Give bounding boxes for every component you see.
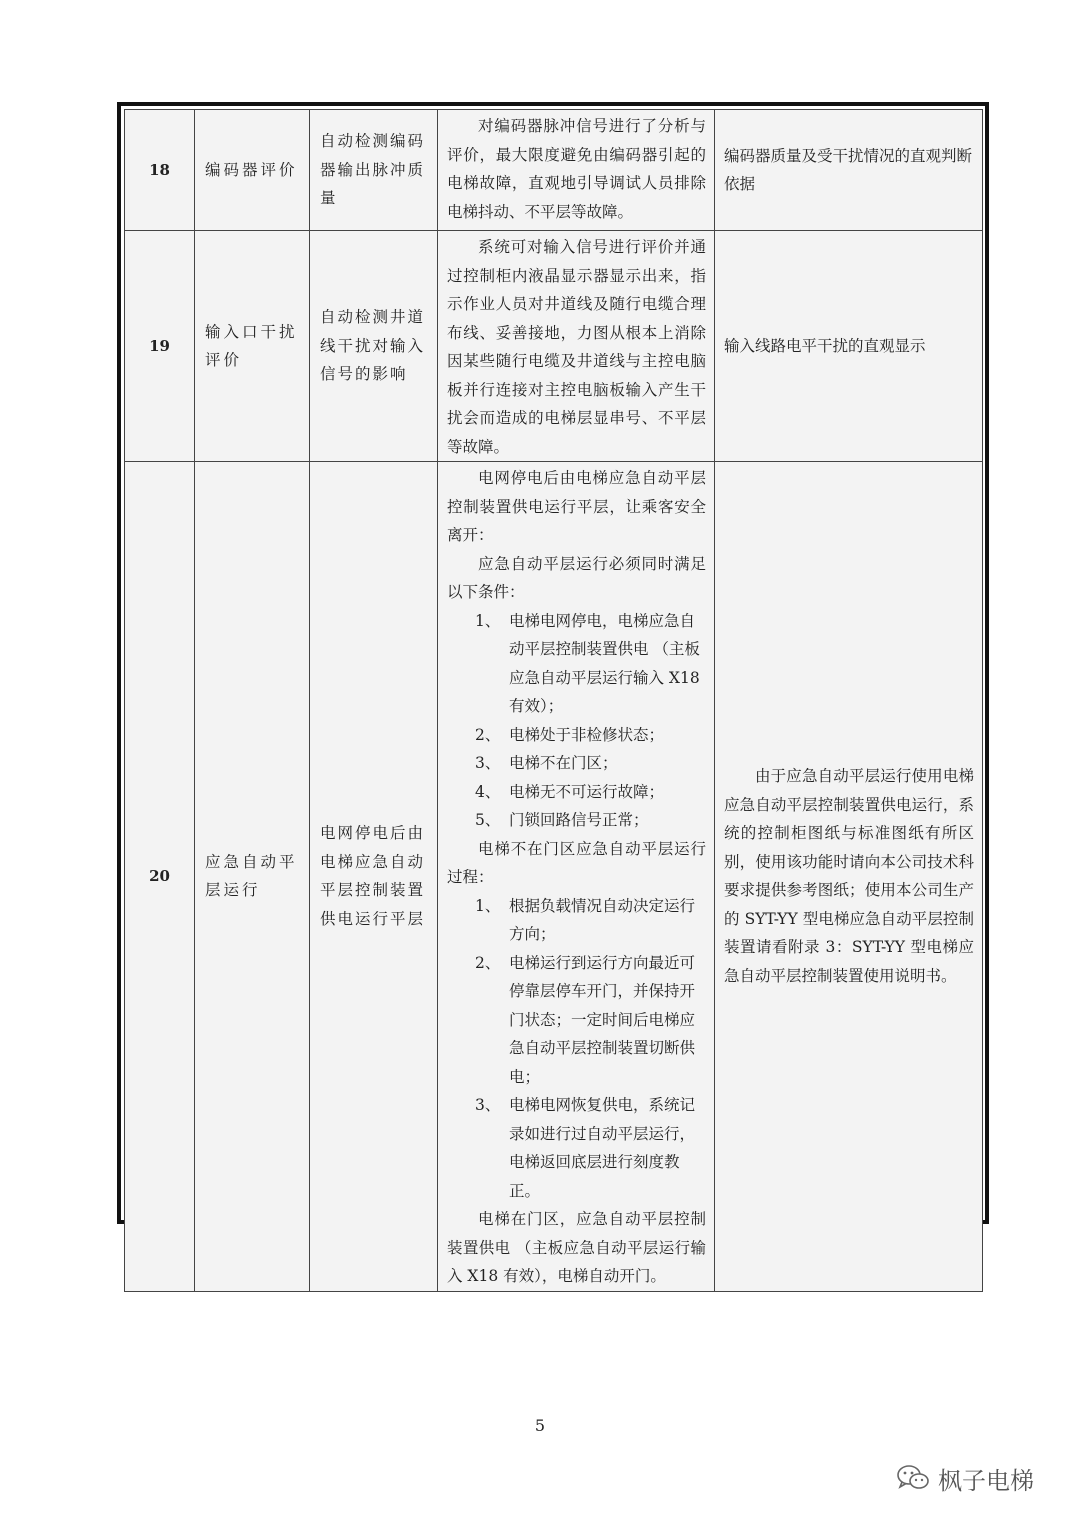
process-item <box>447 949 706 1092</box>
feature-table <box>124 109 983 1292</box>
wechat-icon <box>896 1464 930 1492</box>
item-text: 门锁回路信号正常； <box>509 811 649 829</box>
feature-note: 输入线路电平干扰的直观显示 <box>715 231 983 462</box>
item-marker: 3、 <box>475 754 501 772</box>
description-paragraph: 电梯不在门区应急自动平层运行过程： <box>447 839 706 886</box>
item-marker: 1、 <box>475 611 501 630</box>
row-number: 19 <box>125 231 195 462</box>
description-paragraph: 系统可对输入信号进行评价并通过控制柜内液晶显示器显示出来，指示作业人员对井道线及随行电缆合理布线、妥善接地，力图从根本上消除因某些随行电缆及井道线与主控电脑板并行连接对主控电脑板输入产生干扰会而造成的电梯层显串号、不平层等故障。 <box>447 238 706 456</box>
item-marker: 2、 <box>475 953 501 972</box>
feature-name: 输入口干扰评价 <box>195 231 310 462</box>
note-paragraph: 由于应急自动平层运行使用电梯应急自动平层控制装置供电运行，系统的控制柜图纸与标准图纸有所区别，使用该功能时请向本公司技术科要求提供参考图纸；使用本公司生产的 SYT-YY 型电梯应急自动平层控制装置请看附录 3：SYT-YY 型电梯应急自动平层控制装置使用说明书。 <box>724 767 974 985</box>
table-row <box>125 231 983 462</box>
item-text: 电梯电网恢复供电，系统记录如进行过自动平层运行，电梯返回底层进行刻度教正。 <box>509 1096 696 1200</box>
description-paragraph: 电梯在门区，应急自动平层控制装置供电 （主板应急自动平层运行输入 X18 有效），电梯自动开门。 <box>447 1210 706 1285</box>
row-number: 18 <box>125 110 195 231</box>
item-text: 电梯运行到运行方向最近可停靠层停车开门，并保持开门状态；一定时间后电梯应急自动平层控制装置切断供电； <box>509 953 696 1086</box>
feature-description <box>438 462 715 1292</box>
feature-description <box>438 231 715 462</box>
feature-name: 编码器评价 <box>195 110 310 231</box>
description-paragraph: 对编码器脉冲信号进行了分析与评价，最大限度避免由编码器引起的电梯故障，直观地引导调试人员排除电梯抖动、不平层等故障。 <box>447 117 706 221</box>
feature-function: 自动检测编码器输出脉冲质量 <box>310 110 438 231</box>
condition-item <box>447 749 706 778</box>
table-row <box>125 462 983 1292</box>
watermark-text: 枫子电梯 <box>938 1466 1034 1495</box>
item-text: 电梯处于非检修状态； <box>509 725 665 744</box>
item-text: 电梯电网停电，电梯应急自动平层控制装置供电 （主板应急自动平层运行输入 X18有效）； <box>509 611 700 715</box>
item-text: 电梯无不可运行故障； <box>509 782 665 801</box>
feature-description <box>438 110 715 231</box>
description-paragraph: 应急自动平层运行必须同时满足以下条件： <box>447 554 706 601</box>
table-frame <box>117 102 989 1285</box>
process-item <box>447 1091 706 1205</box>
item-marker: 4、 <box>475 782 501 801</box>
condition-item <box>447 721 706 750</box>
row-number: 20 <box>125 462 195 1292</box>
condition-item <box>447 806 706 835</box>
feature-function: 电网停电后由电梯应急自动平层控制装置供电运行平层 <box>310 462 438 1292</box>
watermark <box>896 1458 1056 1498</box>
process-item <box>447 892 706 949</box>
item-marker: 5、 <box>475 811 501 829</box>
condition-item <box>447 607 706 721</box>
item-text: 根据负载情况自动决定运行方向； <box>509 896 696 943</box>
item-marker: 2、 <box>475 725 501 744</box>
item-text: 电梯不在门区； <box>509 754 618 772</box>
item-marker: 3、 <box>475 1096 501 1114</box>
table-row <box>125 110 983 231</box>
feature-note <box>715 462 983 1292</box>
feature-function: 自动检测井道线干扰对输入信号的影响 <box>310 231 438 462</box>
item-marker: 1、 <box>475 896 501 915</box>
feature-note: 编码器质量及受干扰情况的直观判断依据 <box>715 110 983 231</box>
condition-item <box>447 778 706 807</box>
description-paragraph: 电网停电后由电梯应急自动平层控制装置供电运行平层，让乘客安全离开： <box>447 469 706 544</box>
page-number: 5 <box>534 1416 546 1435</box>
feature-name: 应急自动平层运行 <box>195 462 310 1292</box>
